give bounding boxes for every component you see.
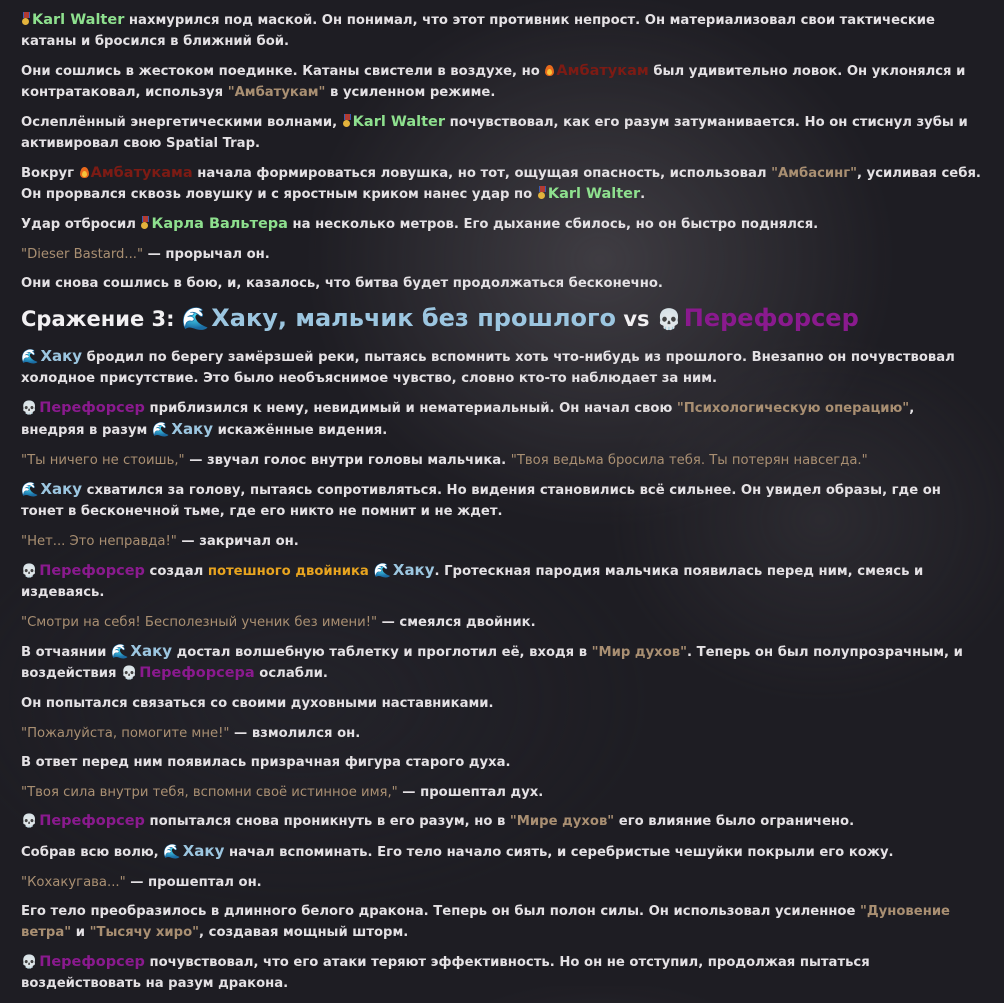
quote: "Твоя ведьма бросила тебя. Ты потерян навсегда.": [510, 453, 868, 468]
paragraph: [21, 112, 981, 154]
text: его влияние было ограничено.: [614, 814, 855, 829]
paragraph: [21, 560, 981, 603]
paragraph: [21, 752, 981, 773]
text: в усиленном режиме.: [325, 85, 496, 100]
character-name: Хаку: [171, 420, 214, 438]
character-name: Karl Walter: [352, 114, 446, 130]
text: , внедряя в разум: [21, 401, 915, 438]
medal-icon: [21, 12, 30, 26]
character-name: Хаку: [130, 642, 173, 660]
paragraph: [21, 531, 981, 552]
character-name: Хаку: [40, 480, 83, 498]
text: — взмолился он.: [229, 726, 361, 741]
text: достал волшебную таблетку и проглотил её, входя в: [172, 645, 592, 660]
text: — закричал он.: [176, 534, 299, 549]
quote: "Кохакугава...": [21, 875, 126, 890]
character-name: Перефорсер: [39, 400, 145, 416]
text: . Теперь он был полупрозрачным, и воздействия: [21, 645, 963, 681]
character-name: Перефорсер: [39, 813, 145, 829]
paragraph: [21, 214, 981, 235]
character-name: Карла Вальтера: [151, 216, 288, 232]
fire-icon: [79, 165, 90, 179]
heading-prefix: Сражение 3:: [21, 307, 182, 331]
text: бродил по берегу замёрзшей реки, пытаясь вспомнить хоть что-нибудь из прошлого. Внезапно он почувствовал холодное присутствие. Это было необъяснимое чувство, словно кто-то наблюдает за ним.: [21, 350, 955, 386]
wave-icon: 🌊: [21, 349, 39, 365]
ability-name: "Дуновение ветра": [21, 904, 950, 940]
paragraph: [21, 163, 981, 205]
skull-icon: 💀: [21, 814, 38, 829]
paragraph: [21, 841, 981, 863]
paragraph: [21, 811, 981, 832]
text: .: [640, 187, 646, 202]
paragraph: [21, 872, 981, 893]
character-name: Перефорсер: [39, 563, 145, 579]
text: создал: [144, 564, 208, 579]
character-name: Хаку: [392, 561, 435, 579]
character-name: Хаку: [182, 842, 225, 860]
ability-name: "Амбасинг": [771, 166, 858, 181]
quote: "Dieser Bastard...": [21, 247, 144, 262]
text: на несколько метров. Его дыхание сбилось, но он быстро поднялся.: [287, 217, 819, 232]
text: Его тело преобразилось в длинного белого дракона. Теперь он был полон силы. Он использовал усиленное: [21, 904, 861, 919]
text: попытался снова проникнуть в его разум, но в: [144, 814, 510, 829]
text: начал вспоминать. Его тело начало сиять, и серебристые чешуйки покрыли его кожу.: [224, 845, 894, 860]
wave-icon: 🌊: [181, 307, 210, 332]
text: , усиливая себя. Он прорвался сквозь ловушку и с яростным криком нанес удар по: [21, 166, 981, 202]
wave-icon: 🌊: [21, 482, 39, 498]
ability-name: "Тысячу хиро": [89, 925, 200, 940]
medal-icon: [140, 216, 149, 230]
battle-heading: [21, 303, 981, 335]
character-name: Karl Walter: [547, 186, 641, 202]
paragraph: [21, 901, 981, 943]
wave-icon: 🌊: [373, 563, 391, 579]
paragraph: [21, 479, 981, 522]
wave-icon: 🌊: [110, 644, 129, 660]
text: ослабли.: [254, 666, 328, 681]
text: , создавая мощный шторм.: [199, 925, 409, 940]
paragraph: [21, 782, 981, 803]
text: начала формироваться ловушка, но тот, ощущая опасность, использовал: [192, 166, 772, 181]
paragraph: [21, 244, 981, 265]
text: приблизился к нему, невидимый и нематериальный. Он начал свою: [144, 401, 677, 416]
character-name: Перефорсера: [139, 665, 255, 681]
text: — прошептал он.: [125, 875, 262, 890]
paragraph: [21, 450, 981, 471]
text: был удивительно ловок. Он уклонялся и контратаковал, используя: [21, 64, 966, 100]
text: нахмурился под маской. Он понимал, что этот противник непрост. Он материализовал свои тактические катаны и бросился в ближний бой.: [21, 13, 935, 49]
wave-icon: 🌊: [151, 422, 170, 438]
text: Вокруг: [21, 166, 79, 181]
paragraph: [21, 10, 981, 52]
wave-icon: 🌊: [163, 844, 181, 860]
medal-icon: [537, 186, 546, 200]
text: почувствовал, что его атаки теряют эффективность. Но он не отступил, продолжая пытаться воздействовать на разум дракона.: [21, 955, 870, 991]
text: почувствовал, как его разум затуманивается. Но он стиснул зубы и активировал свою Spatial Trap.: [21, 115, 968, 151]
text: В отчаянии: [21, 645, 111, 660]
paragraph: [21, 346, 981, 389]
medal-icon: [342, 114, 351, 128]
paragraph: [21, 723, 981, 744]
paragraph: [21, 952, 981, 994]
paragraph: [21, 398, 981, 441]
quote: "Ты ничего не стоишь,": [21, 453, 185, 468]
paragraph: [21, 641, 981, 684]
text: — смеялся двойник.: [377, 615, 536, 630]
ability-name: "Мир духов": [591, 645, 687, 660]
text: Собрав всю волю,: [21, 845, 164, 860]
text: . Гротескная пародия мальчика появилась перед ним, смеясь и издеваясь.: [21, 564, 924, 600]
paragraph: [21, 273, 981, 294]
character-name: Амбатукама: [90, 165, 193, 181]
text: Они сошлись в жестоком поединке. Катаны свистели в воздухе, но: [21, 64, 545, 79]
quote: "Нет... Это неправда!": [21, 534, 177, 549]
ability-name: "Психологическую операцию": [676, 401, 910, 416]
heading-vs: vs: [616, 307, 657, 331]
highlight-text: потешного двойника: [207, 564, 369, 579]
quote: "Твоя сила внутри тебя, вспомни своё истинное имя,": [21, 785, 398, 800]
text: — прорычал он.: [143, 247, 270, 262]
character-name: Karl Walter: [32, 12, 125, 28]
text: В ответ перед ним появилась призрачная фигура старого духа.: [21, 755, 511, 770]
paragraph: [21, 693, 981, 714]
skull-icon: 💀: [21, 955, 38, 970]
text: Удар отбросил: [21, 217, 141, 232]
character-name: Хаку, мальчик без прошлого: [211, 304, 617, 332]
skull-icon: 💀: [21, 564, 38, 579]
text: и: [71, 925, 90, 940]
text: — звучал голос внутри головы мальчика.: [184, 453, 511, 468]
text: Они снова сошлись в бою, и, казалось, что битва будет продолжаться бесконечно.: [21, 276, 663, 291]
character-name: Амбатукам: [556, 63, 649, 79]
story-text: [21, 10, 981, 1003]
paragraph: [21, 612, 981, 633]
character-name: Перефорсер: [683, 304, 859, 332]
quote: "Смотри на себя! Бесполезный ученик без имени!": [21, 615, 378, 630]
quote: "Пожалуйста, помогите мне!": [21, 726, 230, 741]
character-name: Перефорсер: [39, 954, 145, 970]
text: искажённые видения.: [213, 423, 388, 438]
skull-icon: 💀: [656, 307, 682, 331]
paragraph: [21, 61, 981, 103]
skull-icon: 💀: [121, 666, 138, 681]
text: Ослеплённый энергетическими волнами,: [21, 115, 342, 130]
skull-icon: 💀: [21, 401, 38, 416]
text: Он попытался связаться со своими духовными наставниками.: [21, 696, 494, 711]
text: схватился за голову, пытаясь сопротивляться. Но видения становились всё сильнее. Он увидел образы, где он тонет в бесконечной тьме, где его никто не помнит и не ждет.: [21, 483, 941, 519]
ability-name: "Амбатукам": [227, 85, 326, 100]
fire-icon: [544, 63, 555, 77]
character-name: Хаку: [40, 347, 83, 365]
ability-name: "Мире духов": [509, 814, 615, 829]
text: — прошептал дух.: [397, 785, 544, 800]
